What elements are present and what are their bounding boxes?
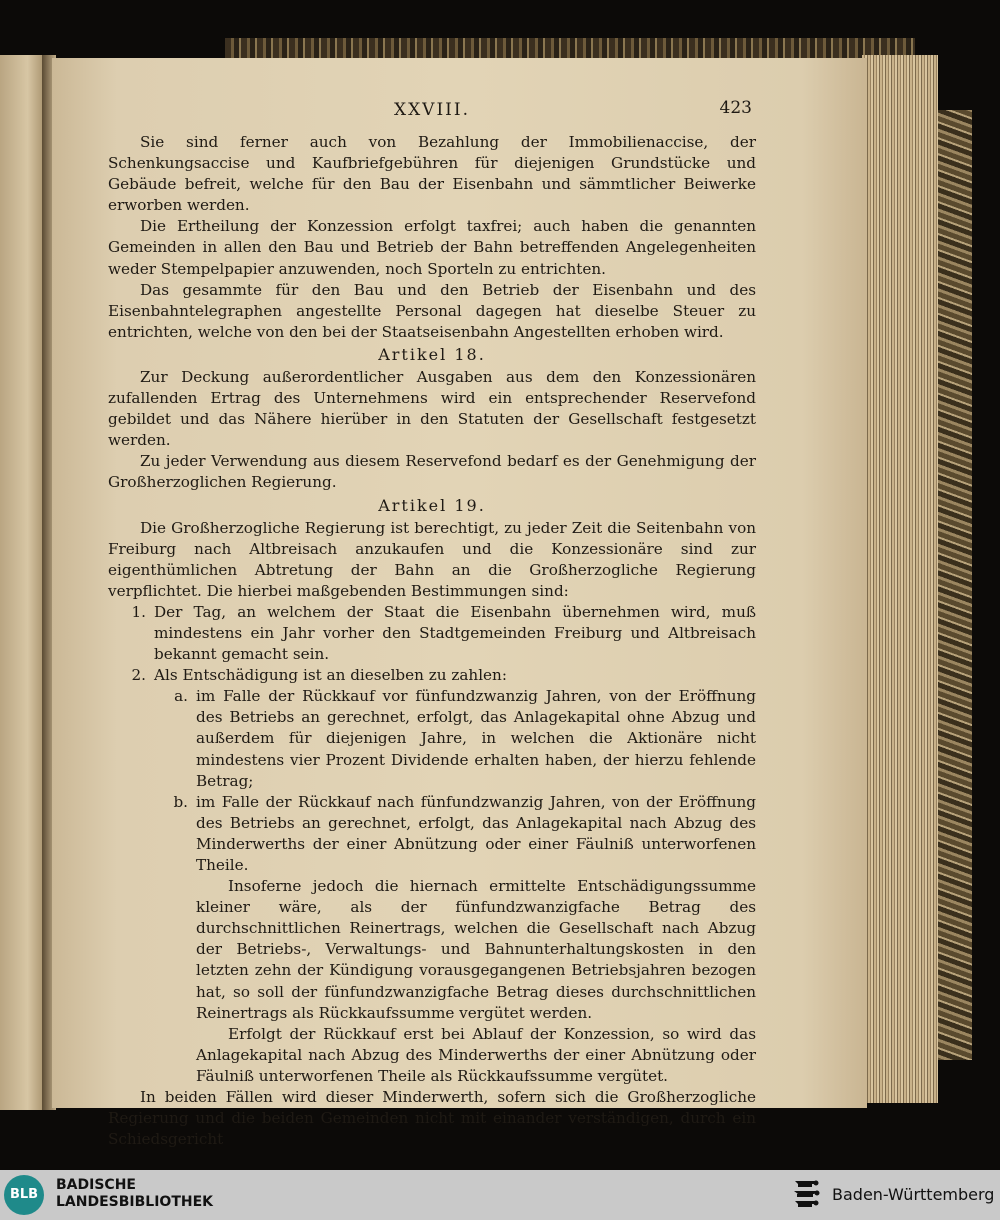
viewer-footer [0, 1170, 1000, 1220]
list-item-2 [108, 665, 756, 686]
paragraph-7: In beiden Fällen wird dieser Minderwerth, sofern sich die Großherzogliche Regierung und die beiden Gemeinden nicht mit einander verständigen, durch ein Schiedsgericht [108, 1088, 756, 1149]
article-19-heading: Artikel 19. [378, 495, 486, 515]
state-name: Baden-Württemberg [832, 1185, 995, 1204]
sub-item-text: im Falle der Rückkauf nach fünfundzwanzig Jahren, von der Eröffnung des Betriebs an gerechnet, erfolgt, das Anlagekapital nach Abzug des Minderwerths der einer Abnützung oder einer Fäulniß unterworfenen Theile. [196, 792, 756, 874]
list-item-text: Der Tag, an welchem der Staat die Eisenbahn übernehmen wird, muß mindestens ein Jahr vorher den Stadtgemeinden Freiburg und Altbreisach bekannt gemacht sein. [154, 602, 756, 664]
page-text [108, 96, 756, 1150]
paragraph-1: Sie sind ferner auch von Bezahlung der Immobilienaccise, der Schenkungsaccise und Kaufbriefgebühren für diejenigen Grundstücke und Gebäude befreit, welche für den Bau der Eisenbahn und sämmtlicher Beiwerke erworben werden. [108, 133, 756, 215]
sub-letter: b. [173, 792, 188, 811]
paragraph-5: Zu jeder Verwendung aus diesem Reservefond bedarf es der Genehmigung der Großherzoglichen Regierung. [108, 452, 756, 492]
running-head: XXVIII. [393, 100, 471, 120]
library-name-line-1: BADISCHE [56, 1177, 136, 1193]
facing-page-edge [0, 55, 46, 1110]
continuation-2: Erfolgt der Rückkauf erst bei Ablauf der Konzession, so wird das Anlagekapital nach Abzug des Minderwerths der einer Abnützung oder Fäulniß unterworfenen Theile als Rückkaufssumme vergütet. [196, 1024, 756, 1085]
paragraph-6: Die Großherzogliche Regierung ist berechtigt, zu jeder Zeit die Seitenbahn von Freiburg nach Altbreisach anzukaufen und die Konzessionäre sind zur eigenthümlichen Abtretung der Bahn an die Großherzogliche Regierung verpflichtet. Die hierbei maßgebenden Bestimmungen sind: [108, 518, 756, 600]
paragraph-2: Die Ertheilung der Konzession erfolgt taxfrei; auch haben die genannten Gemeinden in allen den Bau und Betrieb der Bahn betreffenden Angelegenheiten weder Stempelpapier anzuwenden, noch Sporteln zu entrichten. [108, 217, 756, 278]
sub-letter: a. [174, 687, 188, 706]
list-number: 1. [131, 602, 146, 621]
sub-item-a [166, 686, 756, 791]
page-header [108, 96, 756, 132]
library-name-line-2: LANDESBIBLIOTHEK [56, 1194, 214, 1210]
library-name [56, 1177, 213, 1211]
sub-item-b [166, 792, 756, 876]
article-18-heading: Artikel 18. [378, 344, 486, 364]
three-lions-coat-of-arms-icon[interactable] [792, 1177, 822, 1213]
page-number: 423 [719, 98, 752, 118]
continuation-1: Insoferne jedoch die hiernach ermittelte Entschädigungssumme kleiner wäre, als der fünfundzwanzigfache Betrag des durchschnittlichen Reinertrags, welchen die Gesellschaft nach Abzug der Betriebs-, Verwaltungs- und Bahnunterhaltungskosten in den letzten zehn der Kündigung vorausgegangenen Betriebsjahren bezogen hat, so soll der fünfundzwanzigfache Betrag dieses durchschnittlichen Reinertrags als Rückkaufssumme vergütet werden. [196, 877, 756, 1022]
paragraph-4: Zur Deckung außerordentlicher Ausgaben aus dem den Konzessionären zufallenden Ertrag des Unternehmens wird ein entsprechender Reservefond gebildet und das Nähere hierüber in den Statuten der Gesellschaft festgesetzt werden. [108, 367, 756, 450]
sub-item-text: im Falle der Rückkauf vor fünfundzwanzig Jahren, von der Eröffnung des Betriebs an gerechnet, erfolgt, das Anlagekapital ohne Abzug und außerdem für diejenigen Jahre, in welchen die Aktionäre nicht mindestens vier Prozent Dividende erhalten haben, der hierzu fehlende Betrag; [196, 687, 756, 790]
blb-logo-icon[interactable]: BLB [4, 1175, 44, 1215]
paragraph-3: Das gesammte für den Bau und den Betrieb der Eisenbahn und des Eisenbahntelegraphen angestellte Personal dagegen hat dieselbe Steuer zu entrichten, welche von den bei der Staatseisenbahn Angestellten erhoben wird. [108, 280, 756, 341]
page-stack-edges [862, 55, 938, 1103]
list-number: 2. [131, 666, 146, 685]
list-item-1 [108, 602, 756, 665]
list-item-text: Als Entschädigung ist an dieselben zu zahlen: [154, 666, 507, 685]
